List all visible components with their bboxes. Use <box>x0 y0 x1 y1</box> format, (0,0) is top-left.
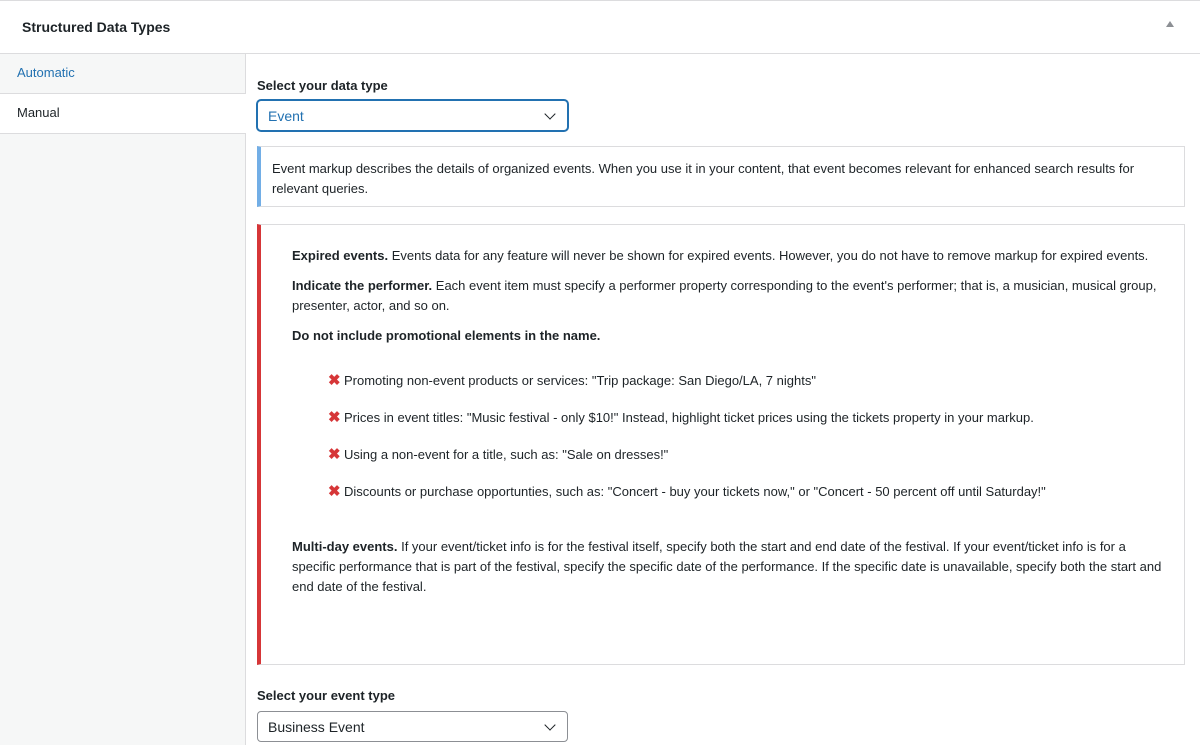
rule-text: Promoting non-event products or services: "Trip package: San Diego/LA, 7 nights" <box>344 373 816 388</box>
guidelines-notice <box>257 224 1185 665</box>
sidebar <box>0 54 246 745</box>
data-type-select[interactable] <box>257 100 568 131</box>
event-type-value: Business Event <box>268 718 365 735</box>
panel-header[interactable] <box>0 1 1200 54</box>
event-type-label: Select your event type <box>257 688 395 703</box>
data-type-value: Event <box>268 107 304 124</box>
rule-text: Using a non-event for a title, such as: "Sale on dresses!" <box>344 447 669 462</box>
x-mark-icon: ✖ <box>328 446 341 463</box>
info-notice-text: Event markup describes the details of organized events. When you use it in your content, that event becomes relevant for enhanced search results for relevant queries. <box>272 161 1135 196</box>
expired-events-text: Events data for any feature will never be shown for expired events. However, you do not have to remove markup for expired events. <box>388 248 1149 263</box>
promo-paragraph <box>292 326 1164 346</box>
x-mark-icon: ✖ <box>328 372 341 389</box>
data-type-label: Select your data type <box>257 78 388 93</box>
collapse-arrow-icon[interactable] <box>1166 21 1174 27</box>
list-item <box>328 371 1164 391</box>
multiday-title: Multi-day events. <box>292 539 398 554</box>
rule-text: Prices in event titles: "Music festival - only $10!" Instead, highlight ticket prices using the tickets property in your markup. <box>344 410 1034 425</box>
list-item <box>328 408 1164 428</box>
panel-title: Structured Data Types <box>22 19 171 35</box>
chevron-down-icon <box>544 108 555 119</box>
rule-text: Discounts or purchase opportunties, such as: "Concert - buy your tickets now," or "Concert - 50 percent off until Saturday!" <box>344 484 1046 499</box>
chevron-down-icon <box>544 719 555 730</box>
expired-events-title: Expired events. <box>292 248 389 263</box>
sidebar-item-automatic[interactable]: Automatic <box>0 54 245 94</box>
multiday-text: If your event/ticket info is for the festival itself, specify both the start and end date of the festival. If your event/ticket info is for a specific performance that is part of the festival, specify the specific date of the performance. If the specific date is unavailable, specify both the start and end date of the festival. <box>292 539 1162 594</box>
performer-text: Each event item must specify a performer property corresponding to the event's performer; that is, a musician, musical group, presenter, actor, and so on. <box>292 278 1157 313</box>
promo-rules-list <box>328 371 1164 502</box>
x-mark-icon: ✖ <box>328 483 341 500</box>
list-item <box>328 482 1164 502</box>
expired-events-paragraph <box>292 246 1164 266</box>
promo-title: Do not include promotional elements in the name. <box>292 328 601 343</box>
sidebar-item-manual[interactable]: Manual <box>0 94 246 134</box>
info-notice <box>257 146 1185 207</box>
x-mark-icon: ✖ <box>328 409 341 426</box>
performer-paragraph <box>292 276 1164 316</box>
list-item <box>328 445 1164 465</box>
event-type-select[interactable] <box>257 711 568 742</box>
performer-title: Indicate the performer. <box>292 278 433 293</box>
multiday-paragraph <box>292 537 1164 597</box>
